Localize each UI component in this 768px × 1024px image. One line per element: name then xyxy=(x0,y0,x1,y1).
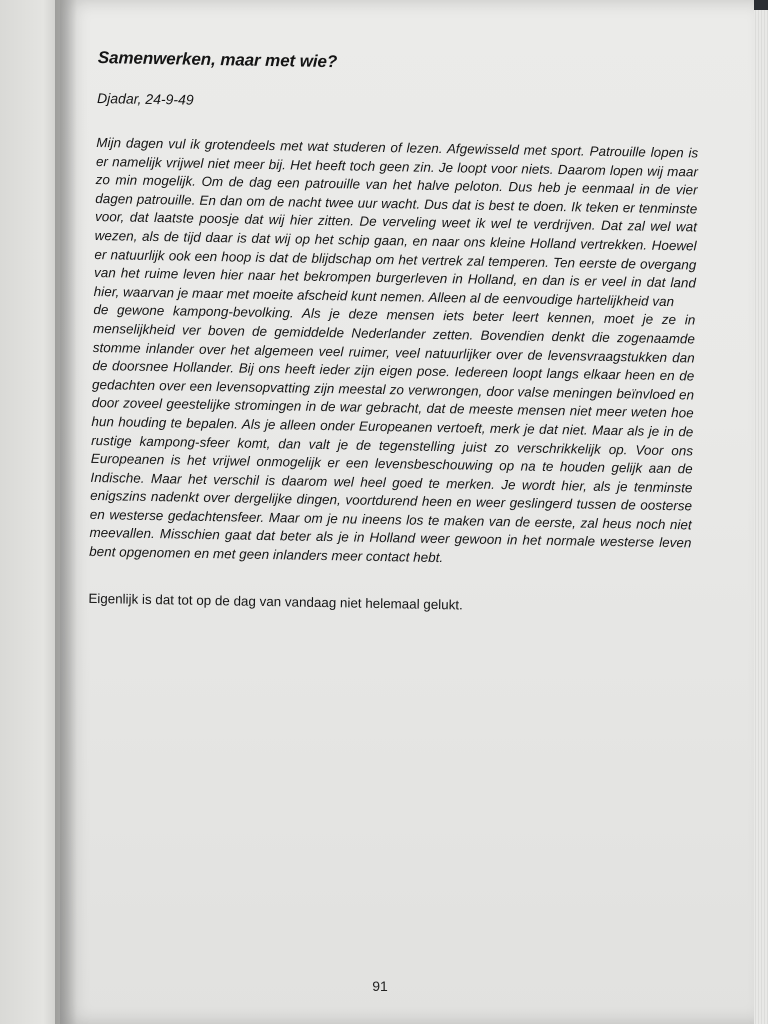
spine-shadow xyxy=(55,0,77,1024)
page-content xyxy=(88,48,700,619)
chapter-title: Samenwerken, maar met wie? xyxy=(97,48,338,72)
book-page xyxy=(60,0,754,1024)
body-text: Mijn dagen vul ik grotendeels met wat studeren of lezen. Afgewisseld met sport. Patrouille lopen is er namelijk vrijwel niet meer bij. Het heeft toch geen zin. Je loopt voor niets. Daarom lopen wij maar zo min mogelijk. Om de dag een patrouille van het halve peloton. Dus heb je eenmaal in de vier dagen patrouille. En dan om de nacht twee uur wacht. Dus dat is best te doen. Ik teken er tenminste voor, dat laatste poosje dat wij hier zitten. De verveling weet ik wel te verdrijven. Dat zal wel wat wezen, als de tijd daar is dat wij op het schip gaan, en naar ons kleine Holland vertrekken. Hoewel er natuurlijk ook een hoop is dat de blijdschap om het vertrek zal temperen. Ten eerste de overgang van het ruime leven hier naar het bekrompen burgerleven in Holland, en dan is er veel in dat land hier, waarvan je maar met moeite afscheid kunt nemen. Alleen al de eenvoudige hartelijkheid van de gewone kampong-bevolking. Als je deze mensen iets beter leert kennen, moet je ze in menselijkheid ver boven de gemiddelde Nederlander zetten. Bovendien denkt die zogenaamde stomme inlander over het algemeen veel ruimer, veel natuurlijker over de levensvraagstukken dan de doorsnee Hollander. Bij ons heeft ieder zijn eigen pose. Iedereen loopt langs elkaar heen en de gedachten over een levensopvatting zijn meestal zo verwrongen, door valse meningen beïnvloed en door zoveel geestelijke stromingen in de war gebracht, dat de meeste mensen niet meer weten hoe hun houding te bepalen. Als je alleen onder Europeanen vertoeft, merk je dat niet. Maar als je in de rustige kampong-sfeer komt, dan valt je de tegenstelling juist zo verschrikkelijk op. Voor ons Europeanen is het vrijwel onmogelijk er een levensbeschouwing op na te houden gelijk aan de Indische. Maar het verschil is daarom wel heel goed te merken. Je wordt hier, als je tenminste enigszins nadenkt over dergelijke dingen, voortdurend heen en weer geslingerd tussen de oosterse en westerse gedachtensfeer. Maar om je nu ineens los te maken van de eerste, zal heus noch niet meevallen. Misschien gaat dat beter als je in Holland weer gewoon in het normale westerse leven bent opgenomen en met geen inlanders meer contact hebt. xyxy=(89,134,699,566)
page-number: 91 xyxy=(372,978,388,994)
dateline: Djadar, 24-9-49 xyxy=(96,89,194,108)
facing-page-edge xyxy=(0,0,62,1024)
closing-remark: Eigenlijk is dat tot op de dag van vandaag niet helemaal gelukt. xyxy=(88,590,463,613)
